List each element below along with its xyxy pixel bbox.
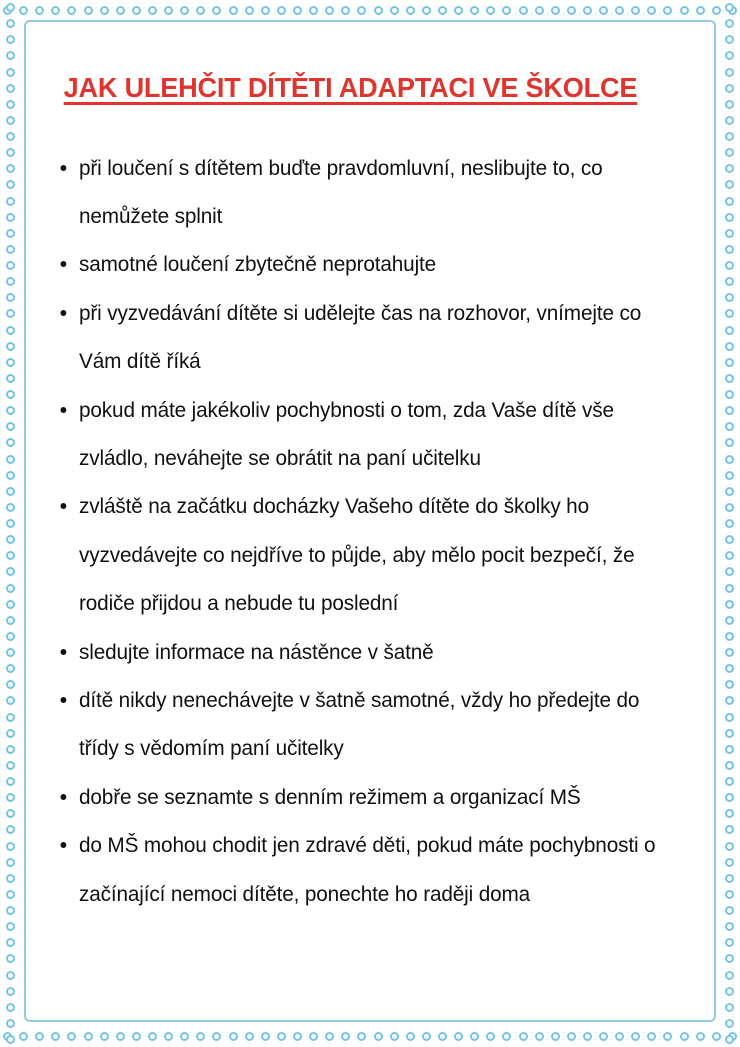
border-dot-icon (6, 261, 15, 270)
border-dot-icon (19, 6, 28, 15)
border-dot-icon (6, 729, 15, 738)
list-item (40, 482, 684, 627)
border-dot-icon (6, 180, 15, 189)
border-dot-icon (277, 6, 286, 15)
border-dot-icon (6, 116, 15, 125)
border-dot-icon (6, 680, 15, 689)
border-dot-icon (6, 1035, 15, 1044)
border-dot-icon (245, 1032, 254, 1041)
border-dot-icon (6, 938, 15, 947)
border-dot-icon (6, 745, 15, 754)
border-dot-icon (229, 6, 238, 15)
list-item (40, 773, 684, 821)
border-dot-icon (647, 1032, 656, 1041)
page-title: JAK ULEHČIT DÍTĚTI ADAPTACI VE ŠKOLCE (63, 72, 638, 103)
border-dot-icon (551, 6, 560, 15)
border-dot-icon (438, 1032, 447, 1041)
border-dot-icon (470, 6, 479, 15)
border-dot-icon (696, 1032, 705, 1041)
border-dot-icon (51, 6, 60, 15)
border-dot-icon (725, 309, 734, 318)
border-dot-icon (725, 938, 734, 947)
border-dot-icon (725, 809, 734, 818)
border-dot-icon (6, 19, 15, 28)
border-dot-icon (51, 1032, 60, 1041)
border-dot-icon (84, 6, 93, 15)
border-dot-icon (277, 1032, 286, 1041)
border-dot-icon (725, 890, 734, 899)
list-item (40, 628, 684, 676)
border-dot-icon (725, 503, 734, 512)
border-dot-icon (116, 1032, 125, 1041)
border-dot-icon (67, 6, 76, 15)
border-dot-icon (6, 777, 15, 786)
border-dot-icon (725, 519, 734, 528)
border-dot-icon (6, 1003, 15, 1012)
border-dot-icon (6, 503, 15, 512)
border-dot-icon (519, 6, 528, 15)
border-dot-icon (725, 358, 734, 367)
border-dot-icon (454, 1032, 463, 1041)
border-dot-icon (725, 584, 734, 593)
border-dot-icon (180, 6, 189, 15)
border-dot-icon (6, 696, 15, 705)
border-dot-icon (6, 132, 15, 141)
border-dot-icon (725, 374, 734, 383)
border-dot-icon (519, 1032, 528, 1041)
border-dot-icon (100, 6, 109, 15)
list-item-text: samotné loučení zbytečně neprotahujte (79, 252, 437, 277)
border-dot-icon (6, 858, 15, 867)
border-dot-icon (6, 519, 15, 528)
border-dot-icon (261, 1032, 270, 1041)
border-dot-icon (725, 68, 734, 77)
border-dot-icon (725, 148, 734, 157)
bullet-point-icon (60, 482, 66, 530)
document-content (40, 36, 700, 1006)
border-dot-icon (6, 842, 15, 851)
border-dot-icon (725, 1003, 734, 1012)
border-dot-icon (6, 535, 15, 544)
border-dot-icon (725, 326, 734, 335)
border-dot-icon (535, 6, 544, 15)
border-dot-icon (293, 1032, 302, 1041)
list-item (40, 144, 684, 241)
border-dot-icon (725, 713, 734, 722)
border-dot-icon (6, 374, 15, 383)
border-dot-icon (725, 777, 734, 786)
border-dot-icon (6, 664, 15, 673)
border-dot-icon (725, 761, 734, 770)
list-item (40, 386, 684, 483)
border-dot-icon (6, 422, 15, 431)
border-dot-icon (725, 422, 734, 431)
border-dot-icon (6, 987, 15, 996)
border-dot-icon (725, 842, 734, 851)
border-dot-icon (712, 1032, 721, 1041)
border-dot-icon (6, 68, 15, 77)
border-dot-icon (663, 1032, 672, 1041)
border-dot-icon (725, 261, 734, 270)
border-dot-icon (309, 1032, 318, 1041)
list-item-text: pokud máte jakékoliv pochybnosti o tom, zda Vaše dítě vše zvládlo, neváhejte se obrátit na paní učitelku (79, 397, 614, 470)
border-dot-icon (486, 6, 495, 15)
border-dot-icon (6, 229, 15, 238)
border-dot-icon (725, 245, 734, 254)
border-dot-icon (6, 616, 15, 625)
border-dot-icon (6, 890, 15, 899)
border-dot-icon (6, 148, 15, 157)
border-dot-icon (551, 1032, 560, 1041)
border-dot-icon (725, 825, 734, 834)
border-dot-icon (6, 584, 15, 593)
border-dot-icon (148, 6, 157, 15)
border-dot-icon (680, 6, 689, 15)
border-dot-icon (325, 1032, 334, 1041)
border-dot-icon (6, 197, 15, 206)
border-dot-icon (725, 100, 734, 109)
border-dot-icon (6, 438, 15, 447)
border-dot-icon (725, 342, 734, 351)
border-dot-icon (725, 874, 734, 883)
border-dot-icon (6, 1019, 15, 1028)
border-dot-icon (100, 1032, 109, 1041)
border-dot-icon (6, 277, 15, 286)
border-dot-icon (725, 551, 734, 560)
border-dot-icon (725, 858, 734, 867)
border-dot-icon (725, 745, 734, 754)
border-dot-icon (164, 1032, 173, 1041)
border-dot-icon (725, 229, 734, 238)
border-dot-icon (390, 1032, 399, 1041)
border-dot-icon (309, 6, 318, 15)
border-dots-top (3, 5, 737, 16)
list-item-text: do MŠ mohou chodit jen zdravé děti, pokud máte pochybnosti o začínající nemoci dítěte, ponechte ho raději doma (79, 833, 656, 906)
border-dot-icon (725, 132, 734, 141)
border-dot-icon (725, 922, 734, 931)
border-dot-icon (196, 6, 205, 15)
border-dot-icon (725, 293, 734, 302)
border-dot-icon (6, 793, 15, 802)
border-dots-right (724, 3, 735, 1044)
border-dot-icon (229, 1032, 238, 1041)
border-dot-icon (567, 1032, 576, 1041)
border-dot-icon (6, 825, 15, 834)
bullet-point-icon (60, 676, 66, 724)
border-dot-icon (293, 6, 302, 15)
border-dot-icon (725, 1019, 734, 1028)
border-dot-icon (132, 6, 141, 15)
border-dot-icon (725, 535, 734, 544)
border-dot-icon (6, 874, 15, 883)
border-dot-icon (696, 6, 705, 15)
border-dot-icon (6, 245, 15, 254)
list-item (40, 289, 684, 386)
border-dot-icon (486, 1032, 495, 1041)
border-dot-icon (116, 6, 125, 15)
border-dot-icon (725, 213, 734, 222)
border-dot-icon (680, 1032, 689, 1041)
border-dot-icon (6, 51, 15, 60)
border-dot-icon (725, 19, 734, 28)
border-dot-icon (725, 954, 734, 963)
border-dot-icon (454, 6, 463, 15)
bullet-point-icon (60, 628, 66, 676)
border-dot-icon (712, 6, 721, 15)
border-dot-icon (212, 6, 221, 15)
border-dot-icon (6, 632, 15, 641)
border-dot-icon (725, 600, 734, 609)
border-dot-icon (725, 987, 734, 996)
border-dot-icon (357, 6, 366, 15)
border-dot-icon (631, 6, 640, 15)
border-dot-icon (725, 438, 734, 447)
border-dot-icon (67, 1032, 76, 1041)
border-dots-bottom (3, 1031, 737, 1042)
border-dot-icon (341, 6, 350, 15)
border-dot-icon (583, 1032, 592, 1041)
border-dot-icon (725, 390, 734, 399)
border-dot-icon (725, 648, 734, 657)
border-dot-icon (374, 6, 383, 15)
border-dot-icon (6, 906, 15, 915)
border-dot-icon (6, 648, 15, 657)
border-dot-icon (615, 1032, 624, 1041)
list-item (40, 676, 684, 773)
border-dot-icon (212, 1032, 221, 1041)
border-dot-icon (599, 1032, 608, 1041)
border-dot-icon (583, 6, 592, 15)
border-dot-icon (567, 6, 576, 15)
border-dot-icon (6, 213, 15, 222)
border-dot-icon (725, 906, 734, 915)
border-dot-icon (390, 6, 399, 15)
border-dot-icon (35, 6, 44, 15)
border-dot-icon (132, 1032, 141, 1041)
bullet-point-icon (60, 240, 66, 288)
border-dot-icon (6, 487, 15, 496)
border-dot-icon (470, 1032, 479, 1041)
border-dot-icon (725, 84, 734, 93)
border-dot-icon (502, 6, 511, 15)
border-dot-icon (725, 632, 734, 641)
advice-bullet-list (40, 144, 700, 919)
border-dot-icon (6, 971, 15, 980)
border-dot-icon (725, 729, 734, 738)
border-dot-icon (6, 326, 15, 335)
list-item (40, 240, 684, 288)
border-dot-icon (502, 1032, 511, 1041)
border-dot-icon (84, 1032, 93, 1041)
border-dot-icon (725, 793, 734, 802)
border-dot-icon (438, 6, 447, 15)
border-dot-icon (631, 1032, 640, 1041)
border-dot-icon (6, 761, 15, 770)
border-dot-icon (35, 1032, 44, 1041)
border-dot-icon (6, 455, 15, 464)
border-dot-icon (6, 358, 15, 367)
border-dot-icon (725, 664, 734, 673)
border-dot-icon (6, 3, 15, 12)
border-dot-icon (725, 487, 734, 496)
border-dot-icon (422, 1032, 431, 1041)
border-dot-icon (245, 6, 254, 15)
border-dot-icon (180, 1032, 189, 1041)
border-dot-icon (6, 600, 15, 609)
border-dot-icon (164, 6, 173, 15)
bullet-point-icon (60, 289, 66, 337)
border-dot-icon (6, 471, 15, 480)
border-dot-icon (6, 164, 15, 173)
border-dot-icon (6, 809, 15, 818)
border-dot-icon (599, 6, 608, 15)
bullet-point-icon (60, 821, 66, 869)
border-dot-icon (725, 406, 734, 415)
border-dot-icon (725, 51, 734, 60)
border-dot-icon (725, 277, 734, 286)
border-dot-icon (6, 551, 15, 560)
border-dot-icon (6, 342, 15, 351)
border-dot-icon (6, 922, 15, 931)
border-dot-icon (663, 6, 672, 15)
border-dot-icon (725, 471, 734, 480)
border-dot-icon (406, 6, 415, 15)
border-dot-icon (725, 197, 734, 206)
border-dot-icon (196, 1032, 205, 1041)
border-dot-icon (406, 1032, 415, 1041)
border-dot-icon (341, 1032, 350, 1041)
border-dot-icon (422, 6, 431, 15)
border-dot-icon (6, 84, 15, 93)
border-dot-icon (6, 567, 15, 576)
border-dots-left (5, 3, 16, 1044)
list-item-text: sledujte informace na nástěnce v šatně (79, 639, 434, 664)
border-dot-icon (725, 616, 734, 625)
bullet-point-icon (60, 773, 66, 821)
border-dot-icon (725, 567, 734, 576)
border-dot-icon (19, 1032, 28, 1041)
border-dot-icon (6, 954, 15, 963)
border-dot-icon (6, 309, 15, 318)
border-dot-icon (647, 6, 656, 15)
border-dot-icon (325, 6, 334, 15)
border-dot-icon (725, 971, 734, 980)
border-dot-icon (6, 406, 15, 415)
border-dot-icon (6, 35, 15, 44)
list-item-text: při loučení s dítětem buďte pravdomluvní, neslibujte to, co nemůžete splnit (79, 155, 603, 228)
border-dot-icon (615, 6, 624, 15)
border-dot-icon (6, 293, 15, 302)
border-dot-icon (261, 6, 270, 15)
bullet-point-icon (60, 386, 66, 434)
border-dot-icon (6, 390, 15, 399)
list-item-text: při vyzvedávání dítěte si udělejte čas na rozhovor, vnímejte co Vám dítě říká (79, 300, 642, 374)
border-dot-icon (725, 1035, 734, 1044)
border-dot-icon (725, 680, 734, 689)
border-dot-icon (535, 1032, 544, 1041)
border-dot-icon (725, 180, 734, 189)
border-dot-icon (374, 1032, 383, 1041)
list-item-text: zvláště na začátku docházky Vašeho dítěte do školky ho vyzvedávejte co nejdříve to půjde, aby mělo pocit bezpečí, že rodiče přijdou a nebude tu poslední (79, 494, 635, 616)
border-dot-icon (725, 455, 734, 464)
bullet-point-icon (60, 144, 66, 192)
border-dot-icon (148, 1032, 157, 1041)
border-dot-icon (6, 100, 15, 109)
border-dot-icon (725, 3, 734, 12)
border-dot-icon (357, 1032, 366, 1041)
list-item-text: dobře se seznamte s denním režimem a organizací MŠ (79, 784, 581, 809)
border-dot-icon (725, 35, 734, 44)
list-item-text: dítě nikdy nenechávejte v šatně samotné, vždy ho předejte do třídy s vědomím paní učitelky (79, 687, 640, 761)
border-dot-icon (725, 164, 734, 173)
border-dot-icon (6, 713, 15, 722)
border-dot-icon (725, 116, 734, 125)
border-dot-icon (725, 696, 734, 705)
list-item (40, 821, 684, 918)
